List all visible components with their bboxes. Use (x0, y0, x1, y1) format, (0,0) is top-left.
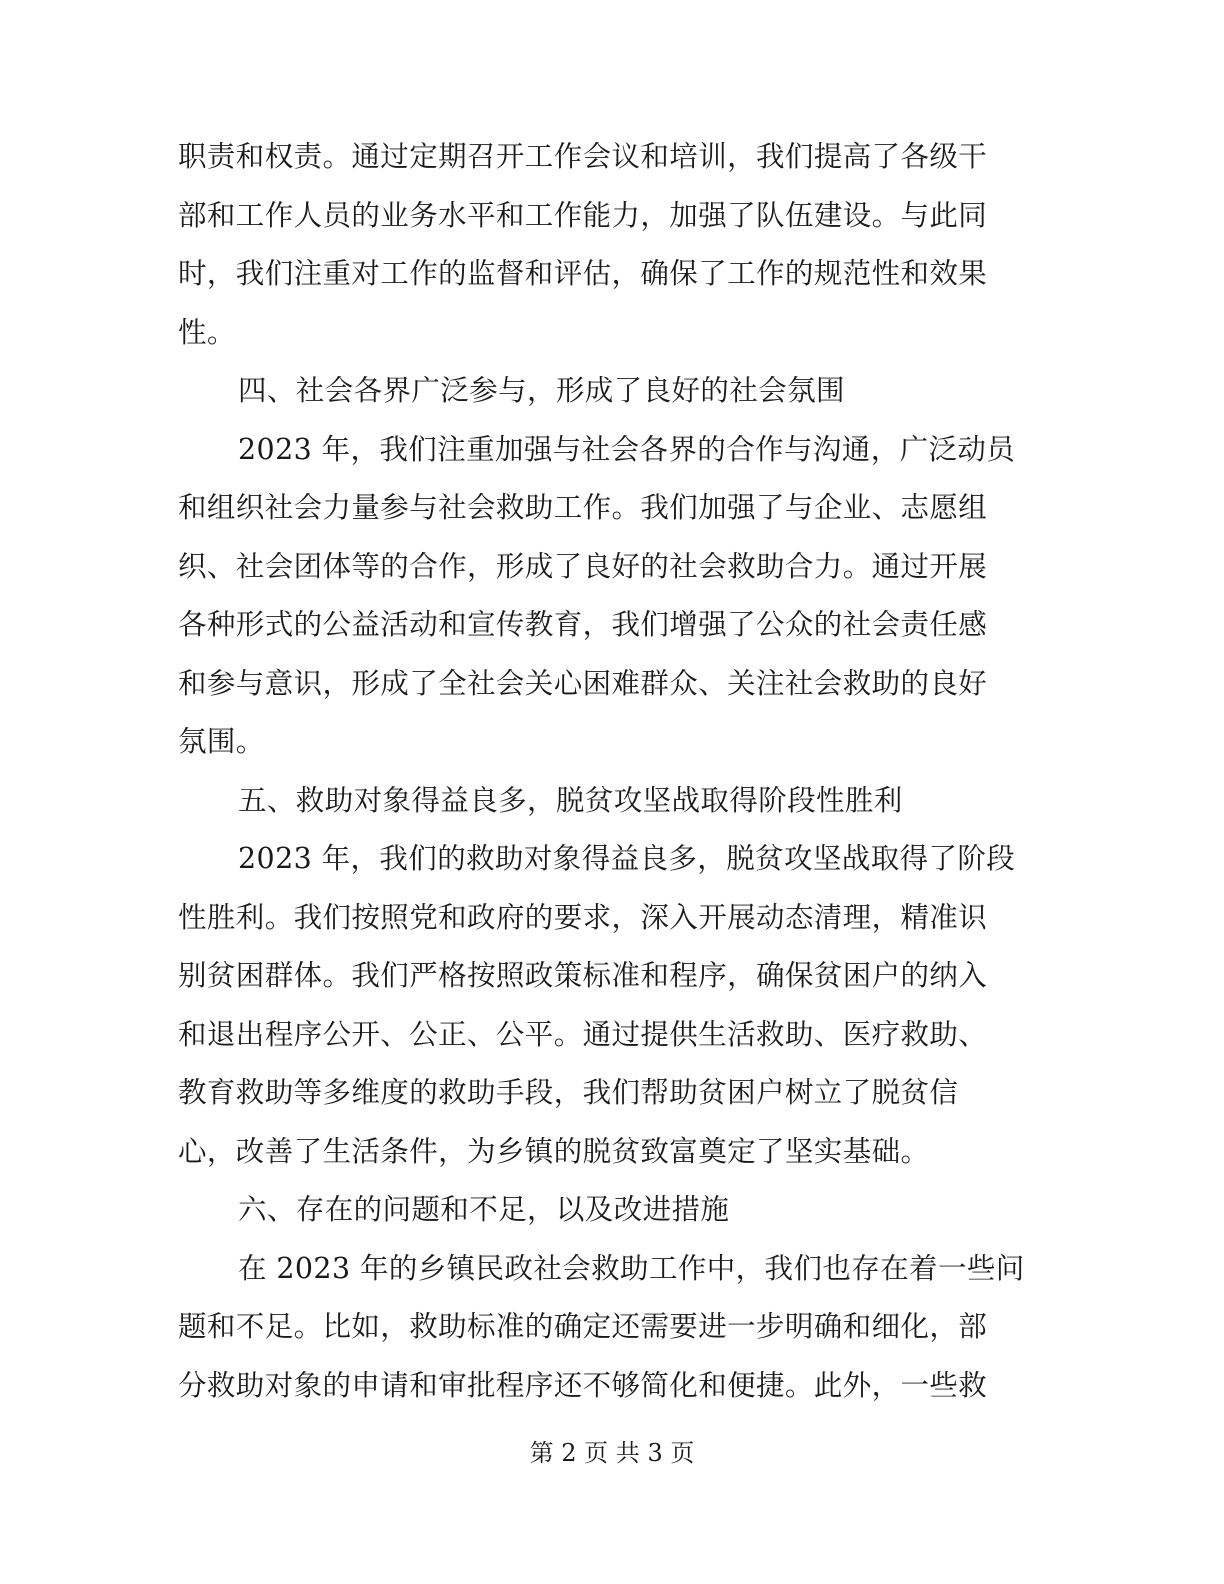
text-line: 六、存在的问题和不足，以及改进措施 (238, 1193, 730, 1226)
section-heading (178, 362, 1028, 421)
paragraph (178, 1240, 1028, 1416)
paragraph (178, 421, 1028, 772)
text-line: 分救助对象的申请和审批程序还不够简化和便捷。此外，一些救 (178, 1368, 988, 1402)
text-line: 部和工作人员的业务水平和工作能力，加强了队伍建设。与此同 (178, 198, 988, 232)
section-heading (178, 772, 1028, 831)
text-line: 职责和权责。通过定期召开工作会议和培训，我们提高了各级干 (178, 140, 988, 173)
text-line: 四、社会各界广泛参与，形成了良好的社会氛围 (238, 374, 845, 407)
text-line: 和参与意识，形成了全社会关心困难群众、关注社会救助的良好 (178, 666, 988, 700)
page-footer: 第 2 页 共 3 页 (529, 1439, 695, 1467)
paragraph (178, 830, 1028, 1181)
text-line: 和组织社会力量参与社会救助工作。我们加强了与企业、志愿组 (178, 491, 988, 524)
text-line: 各种形式的公益活动和宣传教育，我们增强了公众的社会责任感 (178, 608, 988, 641)
text-line: 五、救助对象得益良多，脱贫攻坚战取得阶段性胜利 (238, 783, 903, 817)
document-body (178, 128, 1028, 1415)
text-line: 2023 年，我们注重加强与社会各界的合作与沟通，广泛动员 (238, 432, 1016, 466)
section-heading (178, 1181, 1028, 1240)
text-line: 题和不足。比如，救助标准的确定还需要进一步明确和细化，部 (178, 1310, 988, 1343)
text-line: 氛围。 (178, 725, 265, 758)
text-line: 和退出程序公开、公正、公平。通过提供生活救助、医疗救助、 (178, 1017, 988, 1051)
text-line: 时，我们注重对工作的监督和评估，确保了工作的规范性和效果 (178, 257, 988, 290)
text-line: 心，改善了生活条件，为乡镇的脱贫致富奠定了坚实基础。 (178, 1134, 930, 1168)
text-line: 性胜利。我们按照党和政府的要求，深入开展动态清理，精准识 (178, 900, 988, 934)
paragraph (178, 128, 1028, 362)
text-line: 性。 (178, 315, 236, 349)
text-line: 2023 年，我们的救助对象得益良多，脱贫攻坚战取得了阶段 (238, 842, 1016, 875)
text-line: 别贫困群体。我们严格按照政策标准和程序，确保贫困户的纳入 (178, 959, 988, 992)
text-line: 教育救助等多维度的救助手段，我们帮助贫困户树立了脱贫信 (178, 1076, 959, 1109)
text-line: 在 2023 年的乡镇民政社会救助工作中，我们也存在着一些问 (238, 1251, 1025, 1285)
text-line: 织、社会团体等的合作，形成了良好的社会救助合力。通过开展 (178, 549, 988, 583)
